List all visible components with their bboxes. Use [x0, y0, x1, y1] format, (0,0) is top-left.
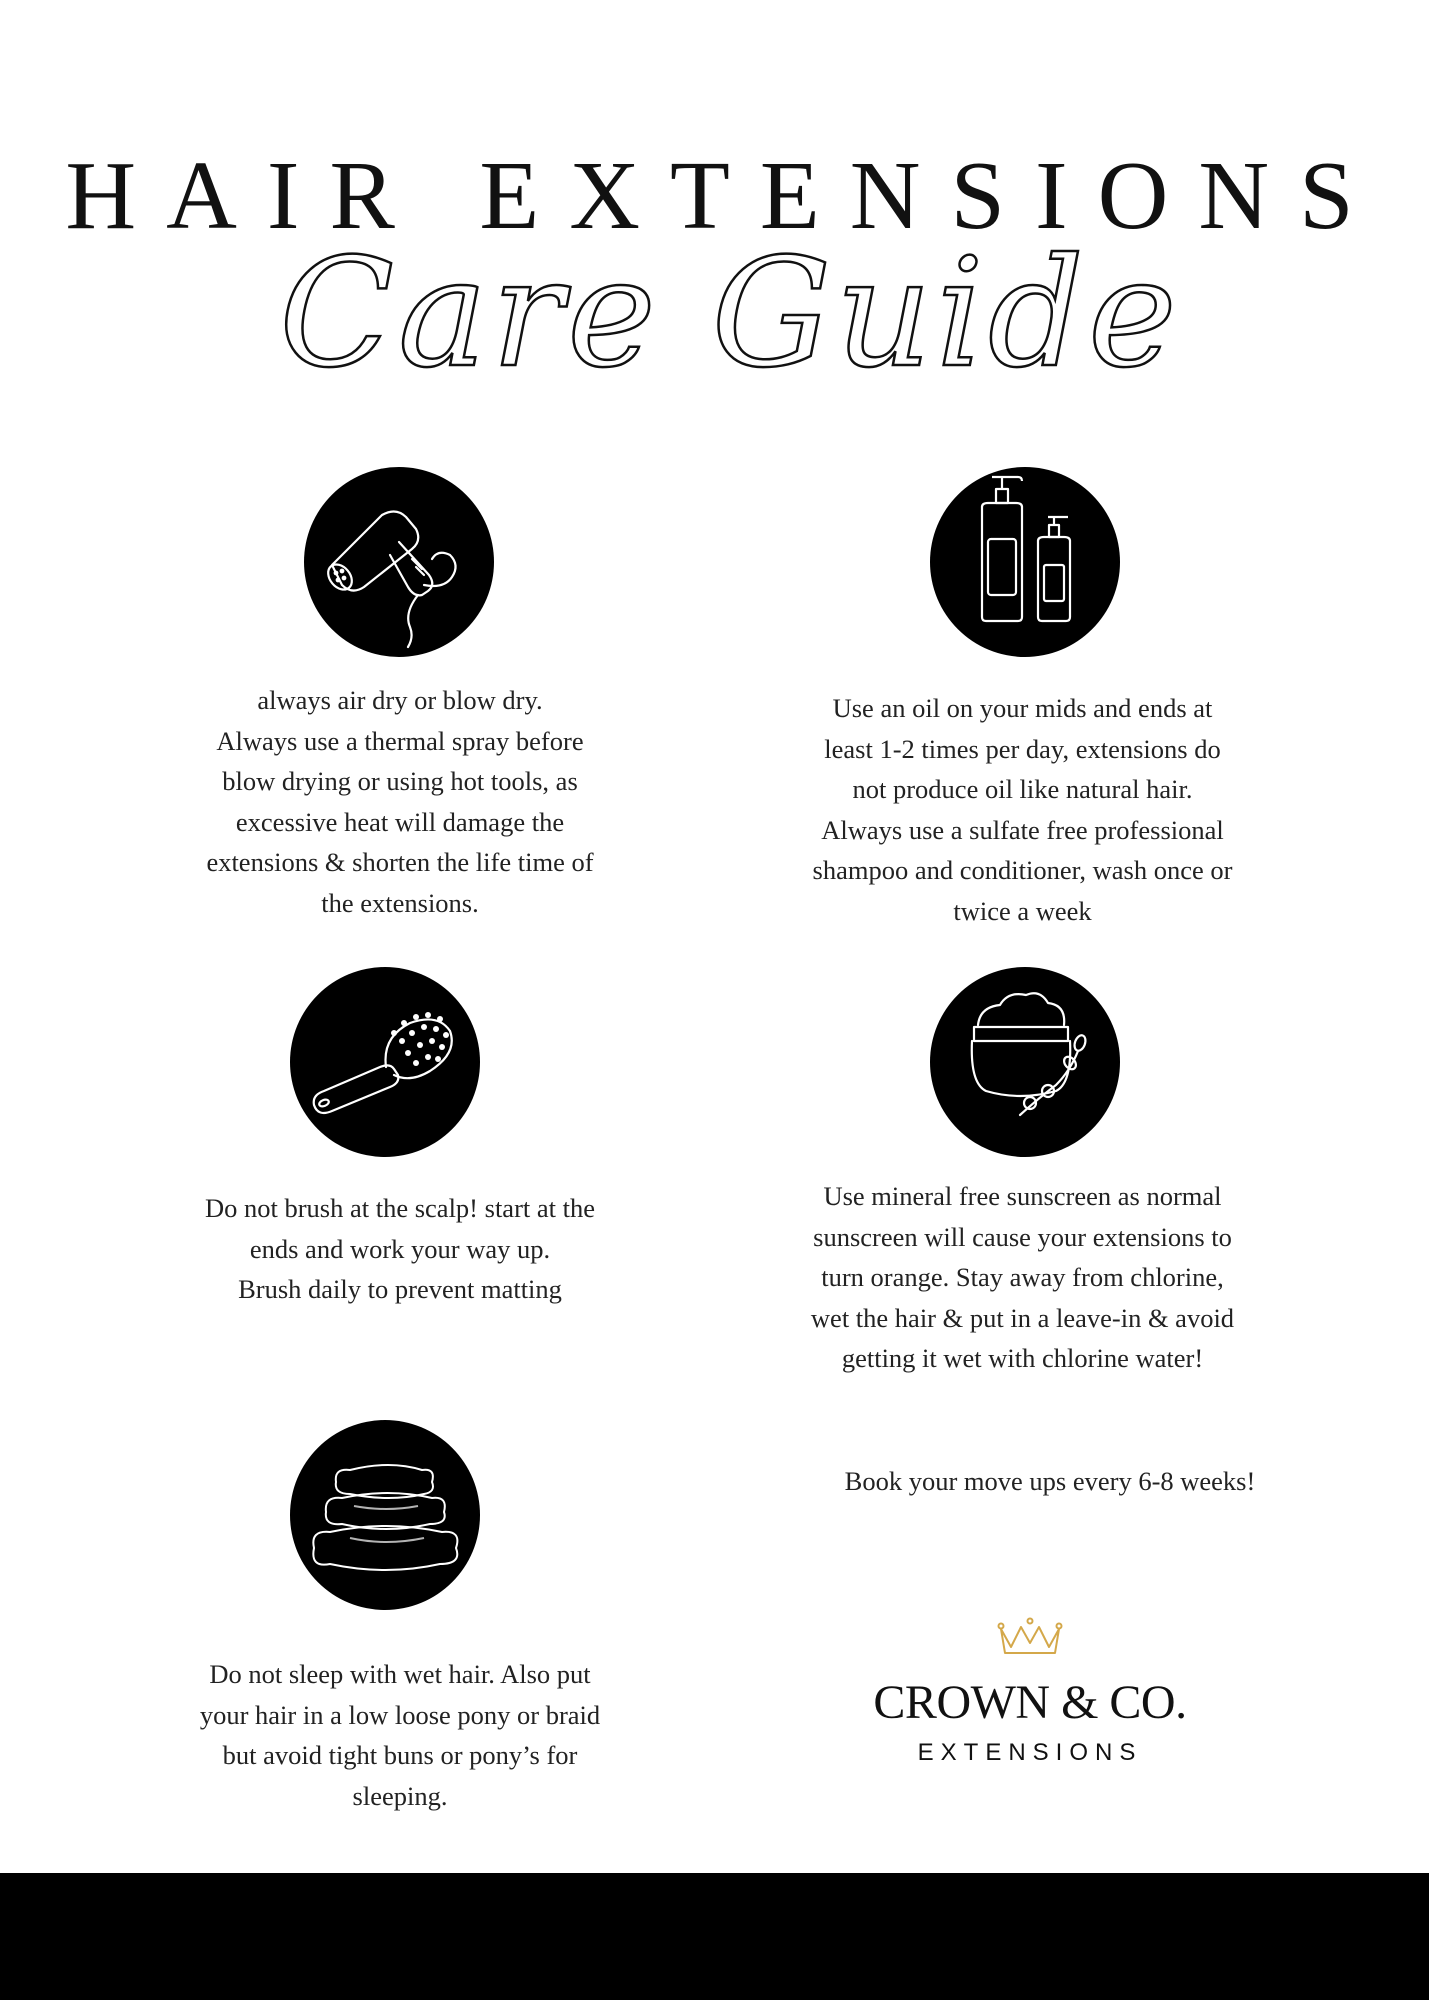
- cream-jar-icon: [930, 967, 1120, 1157]
- tip-text-heat: always air dry or blow dry. Always use a thermal spray before blow drying or using hot tools, as excessive heat will damage the extensions & shorten the life time of the extensions.: [206, 685, 594, 918]
- tip-text-sleeping: Do not sleep with wet hair. Also put your hair in a low loose pony or braid but avoid tight buns or pony’s for sleeping.: [199, 1659, 601, 1811]
- move-up-reminder: Book your move ups every 6-8 weeks!: [844, 1466, 1256, 1496]
- hair-dryer-icon: [304, 467, 494, 657]
- brand-name: CROWN & CO.: [873, 1676, 1187, 1729]
- footer-bar: [0, 1873, 1429, 2000]
- crown-icon: [995, 1615, 1065, 1659]
- shampoo-bottles-icon: [930, 467, 1120, 657]
- tip-text-brushing: Do not brush at the scalp! start at the ends and work your way up. Brush daily to prevent matting: [204, 1193, 596, 1304]
- tip-text-oil-shampoo: Use an oil on your mids and ends at least 1-2 times per day, extensions do not produce oil like natural hair. Always use a sulfate free professional shampoo and conditioner, wash once or twice a week: [812, 693, 1233, 926]
- care-guide-script-heading: [279, 200, 1181, 430]
- brand-subtitle: EXTENSIONS: [917, 1739, 1143, 1766]
- page-title: HAIR EXTENSIONS: [65, 142, 1384, 250]
- tip-text-sunscreen-chlorine: Use mineral free sunscreen as normal sunscreen will cause your extensions to turn orange. Stay away from chlorine, wet the hair & put in a leave-in & avoid getting it wet with chlorine water!: [810, 1181, 1235, 1373]
- care-guide-text: Care Guide: [279, 227, 1181, 401]
- hair-brush-icon: [290, 967, 480, 1157]
- pillows-icon: [290, 1420, 480, 1610]
- brand-logo: [840, 1615, 1220, 1765]
